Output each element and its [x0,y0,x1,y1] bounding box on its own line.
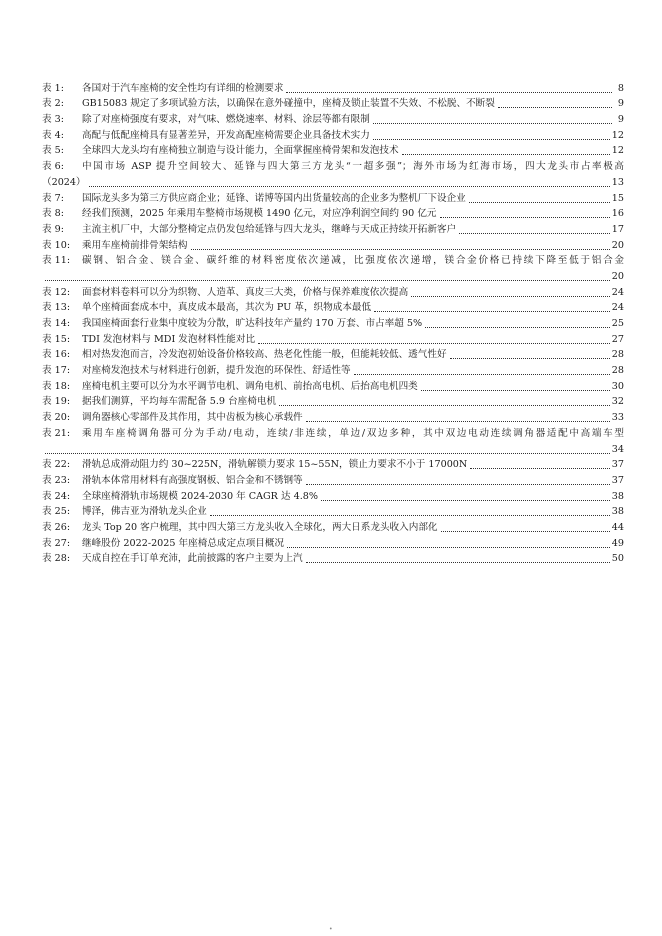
toc-entry-title: 相对热发泡而言，冷发泡初始设备价格较高、热老化性能一般，但能耗较低、透气性好 [82,349,447,361]
toc-entry-number: 表 1: [42,82,64,94]
toc-entry-page: 28 [611,349,624,361]
toc-entry-page: 28 [611,365,624,377]
toc-entry-number: 表 21: [42,427,71,439]
toc-entry-page: 33 [611,412,624,424]
toc-entry[interactable] [42,331,624,347]
toc-entry-page: 34 [611,443,624,455]
toc-entry-number: 表 2: [42,98,64,110]
toc-entry-page: 8 [617,82,624,94]
toc-leader-dots [402,154,610,155]
toc-entry-number: 表 5: [42,145,64,157]
toc-leader-dots [306,562,610,563]
toc-entry[interactable] [42,237,624,253]
toc-entry-number: 表 19: [42,396,71,408]
toc-entry-title: 乘用车座椅前排骨架结构 [82,239,188,251]
toc-entry[interactable] [42,535,624,551]
toc-leader-dots [45,453,610,454]
toc-entry-number: 表 12: [42,286,71,298]
toc-entry-page: 12 [611,129,624,141]
toc-entry-title: 滑轨总成滑动阻力约 30~225N，滑轨解锁力要求 15~55N，锁止力要求不小于 17000N [82,459,468,471]
toc-leader-dots [191,249,610,250]
toc-entry-page: 37 [611,459,624,471]
toc-entry-number: 表 15: [42,333,71,345]
toc-entry-number: 表 9: [42,223,64,235]
toc-entry-number: 表 17: [42,365,71,377]
toc-entry-number: 表 6: [42,161,64,173]
toc-entry-title: 单个座椅面套成本中，真皮成本最高，其次为 PU 革，织物成本最低 [82,302,372,314]
toc-entry[interactable] [42,425,624,456]
toc-entry-number: 表 8: [42,208,64,220]
toc-entry[interactable] [42,143,624,159]
footer-mark: • [329,926,333,933]
toc-entry[interactable] [42,409,624,425]
toc-entry-page: 17 [611,223,624,235]
toc-entry-number: 表 26: [42,521,71,533]
toc-entry-page: 30 [611,380,624,392]
toc-leader-dots [306,421,610,422]
toc-leader-dots [411,296,610,297]
toc-entry[interactable] [42,472,624,488]
toc-entry-title: 全球四大龙头均有座椅独立制造与设计能力，全面掌握座椅骨架和发泡技术 [82,145,399,157]
toc-entry-number: 表 22: [42,459,71,471]
toc-leader-dots [425,327,610,328]
toc-entry-page: 15 [611,192,624,204]
toc-entry-page: 49 [611,537,624,549]
toc-entry-page: 9 [617,114,624,126]
toc-leader-dots [374,311,610,312]
toc-leader-dots [470,468,609,469]
toc-entry-page: 44 [611,521,624,533]
toc-leader-dots [45,280,610,281]
toc-entry-number: 表 20: [42,412,71,424]
toc-entry[interactable] [42,80,624,96]
toc-entry-title: 除了对座椅强度有要求，对气味、燃烧速率、材料、涂层等都有限制 [82,114,370,126]
toc-entry-number: 表 14: [42,318,71,329]
toc-entry-title: 高配与低配座椅具有显著差异，开发高配座椅需要企业具备技术实力 [82,129,370,141]
toc-entry-page: 25 [611,318,624,329]
toc-entry-number: 表 24: [42,490,71,502]
toc-entry-number: 表 27: [42,537,71,549]
toc-entry-page: 38 [611,490,624,502]
toc-entry-page: 13 [611,176,624,188]
toc-entry-title: 经我们预测，2025 年乘用车整椅市场规模 1490 亿元，对应净利润空间约 90 亿元 [82,208,437,220]
toc-entry-title: 调角器核心零部件及其作用，其中齿板为核心承载件 [82,412,303,424]
toc-entry-page: 24 [611,286,624,298]
toc-entry-title: 继峰股份 2022-2025 年座椅总成定点项目概况 [82,537,285,549]
toc-leader-dots [258,343,610,344]
toc-entry-page: 24 [611,302,624,314]
table-of-contents [42,80,624,566]
toc-leader-dots [459,233,610,234]
toc-leader-dots [373,123,612,124]
toc-entry-page: 20 [611,239,624,251]
toc-leader-dots [440,217,610,218]
toc-entry-page: 27 [611,333,624,345]
toc-leader-dots [421,390,610,391]
toc-entry[interactable] [42,488,624,504]
toc-entry-title: 对座椅发泡技术与材料进行创新，提升发泡的环保性、舒适性等 [82,365,351,377]
toc-leader-dots [321,500,610,501]
toc-entry[interactable] [42,96,624,112]
toc-entry-page: 32 [611,396,624,408]
toc-leader-dots [287,547,610,548]
toc-entry-title: 中国市场 ASP 提升空间较大、延锋与四大第三方龙头“一超多强”；海外市场为红海市场，四大龙头市占率极高 [82,161,624,173]
toc-entry-number: 表 18: [42,380,71,392]
toc-entry-number: 表 25: [42,506,71,518]
toc-entry-title: 龙头 Top 20 客户梳理，其中四大第三方龙头收入全球化，两大日系龙头收入内部化 [82,521,438,533]
toc-leader-dots [498,107,612,108]
toc-entry-page: 38 [611,506,624,518]
toc-entry-title: TDI 发泡材料与 MDI 发泡材料性能对比 [82,333,256,345]
toc-entry-number: 表 11: [42,255,71,267]
toc-entry[interactable] [42,221,624,237]
toc-entry-title: 据我们测算，平均每车需配备 5.9 台座椅电机 [82,396,277,408]
toc-entry[interactable] [42,300,624,316]
toc-entry-page: 12 [611,145,624,157]
toc-entry-number: 表 3: [42,114,64,126]
toc-entry-page: 20 [611,270,624,282]
toc-entry[interactable] [42,315,624,331]
toc-entry[interactable] [42,394,624,410]
toc-entry-number: 表 23: [42,474,71,486]
toc-entry-title: 碳钢、铝合金、镁合金、碳纤维的材料密度依次递减，比强度依次递增，镁合金价格已持续下降至低于铝合金 [82,255,624,267]
toc-entry-title: GB15083 规定了多项试验方法，以确保在意外碰撞中，座椅及锁止装置不失效、不松脱、不断裂 [82,98,495,110]
toc-entry[interactable] [42,457,624,473]
toc-entry-title: 博泽，佛吉亚为滑轨龙头企业 [82,506,207,518]
toc-entry-title: 国际龙头多为第三方供应商企业；延锋、诺博等国内出货量较高的企业多为整机厂下设企业 [82,192,466,204]
toc-entry-page: 37 [611,474,624,486]
toc-entry[interactable] [42,253,624,284]
toc-leader-dots [286,92,612,93]
toc-entry[interactable] [42,284,624,300]
toc-entry[interactable] [42,362,624,378]
toc-entry[interactable] [42,206,624,222]
toc-entry-page: 16 [611,208,624,220]
toc-entry[interactable] [42,551,624,567]
toc-leader-dots [469,202,610,203]
toc-entry-title: 面套材料卷料可以分为织物、人造革、真皮三大类，价格与保养难度依次提高 [82,286,409,298]
toc-entry[interactable] [42,190,624,206]
toc-entry-number: 表 13: [42,302,71,314]
toc-entry-page: 9 [617,98,624,110]
toc-entry-title: 我国座椅面套行业集中度较为分散，旷达科技年产量约 170 万套、市占率超 5% [82,318,423,329]
toc-entry-title: 滑轨本体常用材料有高强度钢板、铝合金和不锈钢等 [82,474,303,486]
toc-entry[interactable] [42,347,624,363]
toc-entry[interactable] [42,504,624,520]
toc-entry-page: 50 [611,553,624,565]
toc-leader-dots [354,374,610,375]
toc-entry-title: 全球座椅滑轨市场规模 2024-2030 年 CAGR 达 4.8% [82,490,318,502]
toc-entry-number: 表 7: [42,192,64,204]
toc-leader-dots [306,484,610,485]
toc-leader-dots [373,139,610,140]
toc-entry-title: 乘用车座椅调角器可分为手动/电动，连续/非连续，单边/双边多种，其中双边电动连续调角器适配中高端车型 [82,427,624,439]
toc-entry-title-continued: （2024） [42,176,86,188]
toc-entry-title: 座椅电机主要可以分为水平调节电机、调角电机、前抬高电机、后抬高电机四类 [82,380,418,392]
toc-entry-title: 天成自控在手订单充沛，此前披露的客户主要为上汽 [82,553,303,565]
toc-entry-number: 表 4: [42,129,64,141]
toc-entry-title: 主流主机厂中，大部分整椅定点仍发包给延锋与四大龙头，继峰与天成正持续开拓新客户 [82,223,457,235]
toc-leader-dots [450,358,610,359]
toc-leader-dots [210,515,610,516]
toc-entry[interactable] [42,158,624,189]
toc-entry-number: 表 28: [42,553,71,565]
toc-leader-dots [441,531,610,532]
toc-leader-dots [279,405,610,406]
toc-entry[interactable] [42,378,624,394]
toc-entry-title: 各国对于汽车座椅的安全性均有详细的检测要求 [82,82,284,94]
toc-leader-dots [89,186,610,187]
toc-entry[interactable] [42,111,624,127]
toc-entry-number: 表 10: [42,239,71,251]
toc-entry-number: 表 16: [42,349,71,361]
toc-entry[interactable] [42,519,624,535]
toc-entry[interactable] [42,127,624,143]
